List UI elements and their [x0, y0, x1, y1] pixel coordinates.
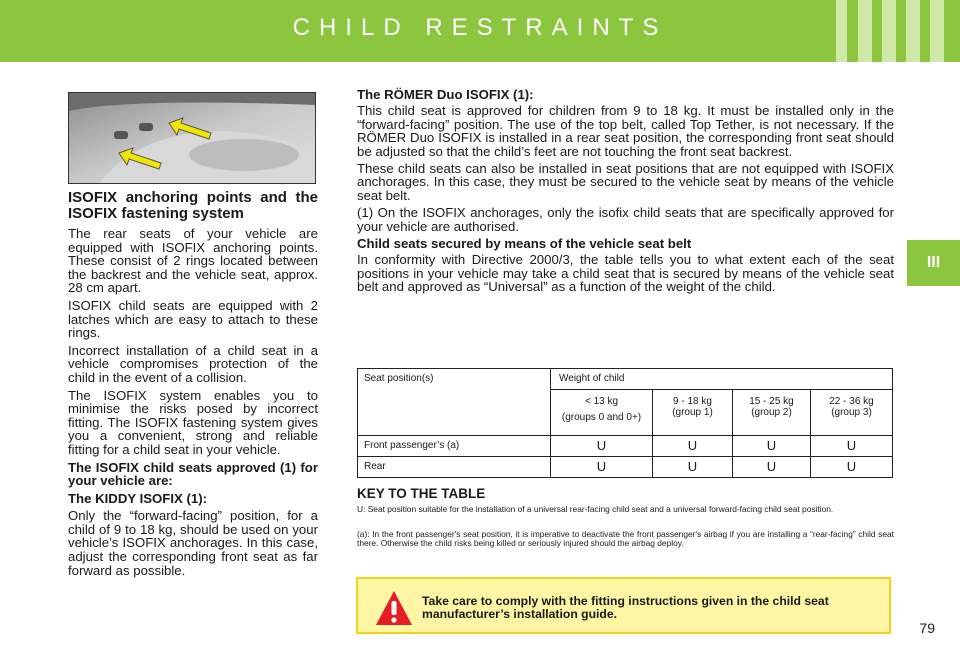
weight-group: [811, 390, 892, 435]
header-stripe: [906, 0, 920, 62]
cell-value: U: [733, 457, 811, 477]
header-stripe: [930, 0, 944, 62]
row-label: Rear: [358, 457, 551, 477]
paragraph: These child seats can also be installed in seat positions that are not equipped with ISOFIX anchorages. In this case, they must be secured to the vehicle seat by means of the vehicle seat belt.: [357, 161, 894, 203]
paragraph: This child seat is approved for children from 9 to 18 kg. It must be installed only in the “forward-facing” position. The use of the top belt, called Top Tether, is not necessary. If the RÖMER Duo ISOFIX is installed in a rear seat position, the corresponding front seat should be adjusted so that the child’s feet are not touching the front seat backrest.: [357, 103, 894, 159]
warning-text: Take care to comply with the fitting instructions given in the child seat manufacturer’s installation guide.: [422, 594, 829, 622]
weight-group: [733, 390, 811, 435]
weight-group: [653, 390, 733, 435]
cell-value: U: [551, 457, 653, 477]
weight-group-label: (group 2): [751, 407, 792, 418]
cell-value: U: [551, 436, 653, 456]
key-title: KEY TO THE TABLE: [357, 486, 486, 501]
cell-value: U: [733, 436, 811, 456]
chapter-tab[interactable]: III: [907, 240, 960, 286]
key-a-text: (a): In the front passenger's seat position, it is imperative to deactivate the front passenger's airbag if you are installing a “rear-facing” child seat there. Otherwise the child risks being killed or seriously injured should the airbag deploy.: [357, 529, 894, 549]
cell-value: U: [846, 459, 857, 474]
isofix-anchor-illustration: [69, 93, 315, 183]
cell-value: U: [653, 436, 733, 456]
child-seat-table: [357, 368, 893, 478]
weight-range: 22 - 36 kg: [829, 396, 874, 407]
paragraph: Incorrect installation of a child seat in a vehicle compromises protection of the child in the event of a collision.: [68, 342, 318, 385]
row-label: Front passenger’s (a): [358, 436, 551, 456]
paragraph: ISOFIX child seats are equipped with 2 latches which are easy to attach to these rings.: [68, 297, 318, 341]
paragraph: The ISOFIX system enables you to minimise the risks posed by incorrect fitting. The ISOFIX fastening system gives you a convenient, strong and reliable fitting for a child seat in your vehicle.: [68, 387, 318, 457]
table-row: [358, 436, 892, 457]
right-column: [357, 88, 894, 298]
paragraph: The rear seats of your vehicle are equipped with ISOFIX anchoring points. These consist of 2 rings located between the backrest and the vehicle seat, approx. 28 cm apart.: [68, 226, 318, 296]
weight-range: < 13 kg: [584, 396, 619, 407]
romer-heading: The RÖMER Duo ISOFIX (1):: [357, 87, 534, 102]
weight-group: [551, 390, 653, 435]
isofix-heading: ISOFIX anchoring points and the ISOFIX fastening system: [68, 189, 318, 222]
weight-header-group: [551, 369, 892, 435]
page-title: CHILD RESTRAINTS: [292, 14, 668, 41]
cell-value: U: [653, 457, 733, 477]
page-header: [0, 0, 960, 62]
approved-seats-heading: The ISOFIX child seats approved (1) for your vehicle are:: [68, 459, 318, 489]
warning-icon: [374, 589, 414, 627]
header-stripe: [882, 0, 896, 62]
page-number: 79: [919, 620, 935, 636]
table-row: [358, 457, 892, 477]
warning-box: [356, 577, 891, 634]
cell-value: U: [846, 438, 857, 453]
footnote: (1) On the ISOFIX anchorages, only the isofix child seats that are specifically approved for your vehicle are authorised.: [357, 205, 894, 234]
left-column: [68, 190, 318, 581]
weight-range: 9 - 18 kg: [673, 396, 712, 407]
key-u-text: U: Seat position suitable for the installation of a universal rear-facing child seat and a universal forward-facing child seat position.: [357, 504, 834, 514]
header-stripe: [836, 0, 847, 62]
isofix-anchor-photo: [68, 92, 316, 184]
weight-groups: [551, 390, 892, 435]
kiddy-heading: The KIDDY ISOFIX (1):: [68, 490, 207, 506]
seat-belt-heading: Child seats secured by means of the vehicle seat belt: [357, 236, 692, 252]
header-seat-position: Seat position(s): [358, 369, 551, 435]
header-stripe: [858, 0, 872, 62]
table-header-row: [358, 369, 892, 436]
weight-group-label: (group 1): [672, 407, 713, 418]
weight-range: 15 - 25 kg: [749, 396, 794, 407]
weight-group-label: (groups 0 and 0+): [561, 412, 642, 423]
kiddy-paragraph: Only the “forward-facing” position, for a child of 9 to 18 kg, should be used on your vehicle’s ISOFIX anchorages. In this case, adjust the corresponding front seat as far forward as possible.: [68, 508, 318, 578]
header-weight: Weight of child: [551, 369, 892, 390]
weight-group-label: (group 3): [831, 407, 872, 418]
paragraph: In conformity with Directive 2000/3, the table tells you to what extent each of the seat positions in your vehicle may take a child seat that is secured by means of the vehicle seat belt and approved as “Universal” as a function of the weight of the child.: [357, 252, 894, 295]
